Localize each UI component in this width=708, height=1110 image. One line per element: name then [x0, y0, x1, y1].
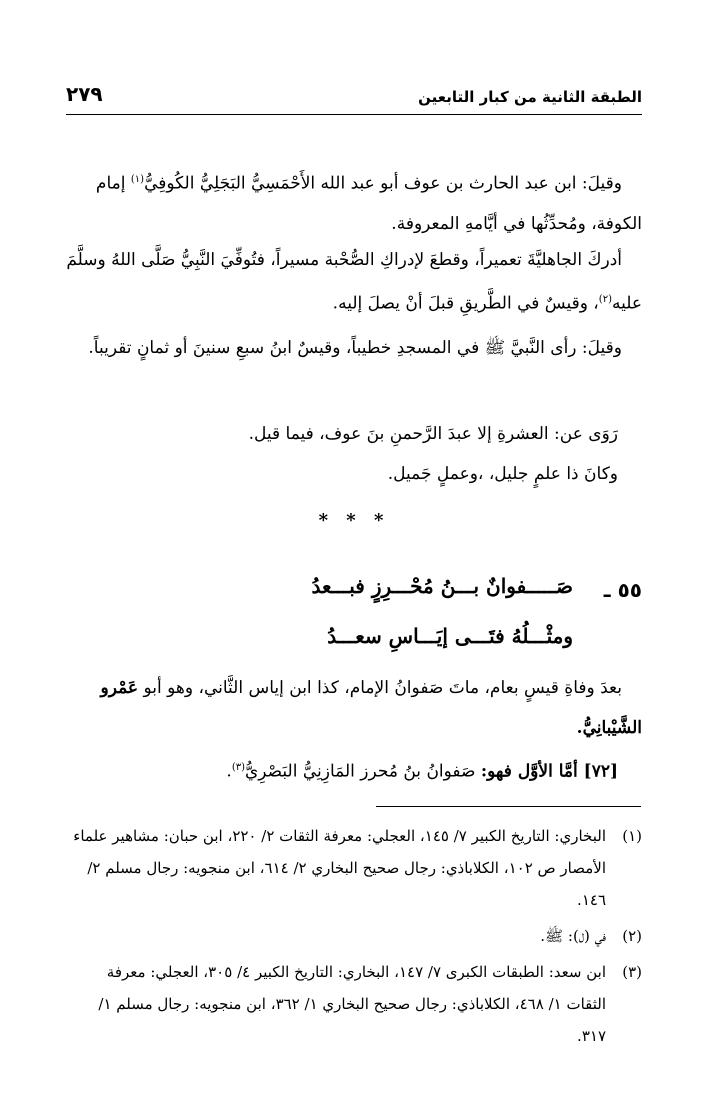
footnote-rule [376, 806, 641, 807]
footnote-text: ابن سعد: الطبقات الكبرى ٧/ ١٤٧، البخاري: التاريخ الكبير ٤/ ٣٠٥، العجلي: معرفة الثقات ١/ ٤٦٨، الكلاباذي: رجال صحيح البخاري ١/ ٣٦٢، ابن منجويه: رجال مسلم ١/ ٣١٧. [98, 963, 606, 1045]
p2-line2-end: ، وقيسٌ في الطَّريقِ قبلَ أنْ يصلَ إليه. [332, 293, 599, 314]
p3-line2: تقريباً. [88, 338, 132, 358]
footnote-text: البخاري: التاريخ الكبير ٧/ ١٤٥، العجلي: معرفة الثقات ٢/ ٢٢٠، ابن حبان: مشاهير علماء الأمصار ص ١٠٢، الكلاباذي: رجال صحيح البخاري ٢/ ٦١٤، ابن منجويه: رجال مسلم ٢/ ١٤٦. [73, 827, 606, 909]
entry-paragraph [66, 668, 642, 748]
entry-paragraph-2 [66, 748, 618, 792]
header-rule [66, 114, 642, 115]
entry-line-2: عَمْرو الشَّيْبانِيُّ. [100, 678, 642, 738]
footnote-number: (٣) [622, 963, 642, 981]
entry-line-3-end: . [226, 761, 232, 782]
footnote-number: (١) [622, 827, 642, 845]
page-header [66, 82, 642, 112]
footnote-ref-3: (٣) [231, 762, 245, 773]
entry-verse-line-1: صَـــــفوانٌ بـــنُ مُحْـــرِزٍ فبـــعدُ [311, 574, 573, 598]
page-number: ٢٧٩ [66, 82, 103, 106]
entry-verse-line-2: ومثْـــلُهُ فتَـــى إيَـــاسِ سعـــدُ [327, 624, 573, 648]
footnote-1 [66, 820, 642, 916]
footnote-ref-2: (٢) [598, 294, 612, 305]
section-separator: * * * [318, 510, 390, 531]
p1-line2: إمام الكوفة، ومُحدِّثُها في أيَّامهِ المعروفة. [95, 173, 642, 234]
footnote-number: (٢) [622, 927, 642, 945]
entry-number: ٥٥ ـ [603, 578, 642, 602]
p2-line1: أدركَ الجاهليَّةَ تعميراً، وقطعَ لإدراكِ الصُّحْبة مسيراً، فتُوفِّيَ النَّبِيُّ صَلَّى اللهُ [111, 250, 622, 270]
footnote-3 [66, 956, 642, 1052]
paragraph-3 [66, 328, 642, 368]
footnote-2 [66, 920, 642, 952]
entry-line-1: بعدَ وفاةِ قيسٍ بعام، ماتَ صَفوانُ الإمام، كذا ابن إياس الثَّاني، وهو أبو [143, 678, 622, 698]
p2-line2: وسلَّمَ عليه [66, 250, 642, 314]
footnote-ref-1: (١) [130, 174, 145, 185]
p1-line1: وقيلَ: ابن عبد الحارث بن عوف أبو عبد الله الأَحْمَسِيُّ البَجَلِيُّ الكُوفِيُّ [144, 173, 622, 194]
paragraph-1 [66, 160, 642, 244]
paragraph-2 [66, 240, 642, 324]
paragraph-4: رَوَى عن: العشرةِ إلا عبدَ الرَّحمنِ بنَ عوف، فيما قيل. [248, 424, 618, 444]
entry-first-label: [٧٢] أمَّا الأوَّل فهو: [480, 761, 618, 782]
footnote-text: في (ل): ﷺ. [540, 927, 606, 945]
running-title: الطبقة الثانية من كبار التابعين [418, 88, 642, 106]
p3-line1: وقيلَ: رأى النَّبيَّ ﷺ في المسجدِ خطيباً، وقيسٌ ابنُ سبعِ سنينَ أو ثمانٍ [136, 338, 622, 358]
entry-first-name: صَفوانُ بنُ مُحرز المَازِنِيُّ البَصْرِيُّ [245, 761, 476, 782]
paragraph-5: وكانَ ذا علمٍ جليل، ،وعملٍ جَميل. [387, 464, 618, 484]
